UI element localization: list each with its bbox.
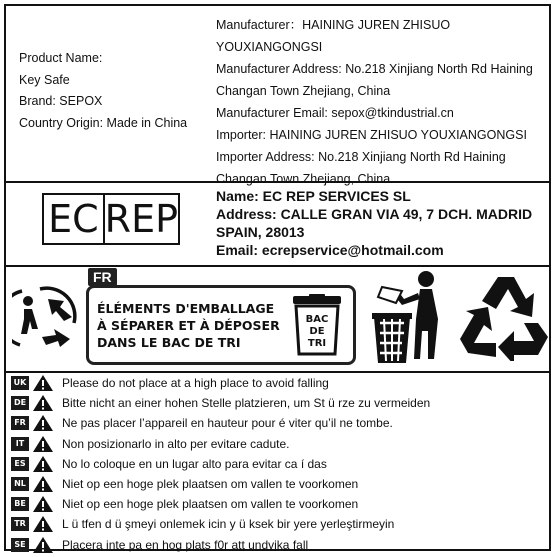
triman-line-2: À SÉPARER ET À DÉPOSER <box>97 318 280 333</box>
warning-icon <box>33 375 53 391</box>
language-code: DE <box>11 396 29 410</box>
manufacturer-info <box>216 14 551 190</box>
warning-text: Ne pas placer l’appareil en hauteur pour é viter qu’il ne tombe. <box>62 416 393 431</box>
tri-label: TRI <box>307 338 327 349</box>
importer-address-cont: Changan Town Zhejiang, China <box>216 172 391 186</box>
importer-address: Importer Address: No.218 Xinjiang North Rd Haining <box>216 150 506 164</box>
warning-text: Please do not place at a high place to avoid falling <box>62 376 329 391</box>
warning-text: Niet op een hoge plek plaatsen om vallen te voorkomen <box>62 477 359 492</box>
warning-row <box>6 393 549 413</box>
triman-line-1: ÉLÉMENTS D'EMBALLAGE <box>97 301 275 316</box>
ec-rep-email: Email: ecrepservice@hotmail.com <box>216 242 444 258</box>
manufacturer-address: Manufacturer Address: No.218 Xinjiang North Rd Haining <box>216 62 533 76</box>
sorting-bin-icon <box>289 294 345 356</box>
de-label: DE <box>309 326 325 337</box>
warning-icon <box>33 415 53 431</box>
warning-row <box>6 494 549 514</box>
triman-info-box <box>86 285 356 365</box>
ec-rep-address: Address: CALLE GRAN VIA 49, 7 DCH. MADRID <box>216 206 533 222</box>
product-info <box>19 48 209 134</box>
warning-icon <box>33 537 53 553</box>
language-code: UK <box>11 376 29 390</box>
warning-text: No lo coloque en un lugar alto para evitar ca í das <box>62 456 327 471</box>
warning-row <box>6 535 549 555</box>
ec-rep-address-cont: SPAIN, 28013 <box>216 224 305 240</box>
ec-rep-logo-right: REP <box>104 197 178 241</box>
language-code: IT <box>11 437 29 451</box>
product-name-label: Product Name: <box>19 51 103 65</box>
warning-row <box>6 454 549 474</box>
manufacturer-address-cont: Changan Town Zhejiang, China <box>216 84 391 98</box>
warning-text: Bitte nicht an einer hohen Stelle platzieren, um St ü rze zu vermeiden <box>62 396 431 411</box>
product-label <box>4 4 551 551</box>
ec-rep-logo-left: EC <box>48 197 99 241</box>
language-code: SE <box>11 538 29 552</box>
warning-row <box>6 373 549 393</box>
warning-text: L ü tfen d ü şmeyi onlemek icin y ü ksek bir yere yerleştirmeyin <box>62 517 395 532</box>
warning-icon <box>33 395 53 411</box>
triman-line-3: DANS LE BAC DE TRI <box>97 335 241 350</box>
warning-text: Placera inte pa en hog plats f0r att undvika fall <box>62 537 309 552</box>
warning-icon <box>33 436 53 452</box>
warnings-section <box>6 371 549 552</box>
importer-name: Importer: HAINING JUREN ZHISUO YOUXIANGONGSI <box>216 128 527 142</box>
language-code: TR <box>11 517 29 531</box>
language-code: NL <box>11 477 29 491</box>
language-code: ES <box>11 457 29 471</box>
warning-row <box>6 413 549 433</box>
ec-rep-name: Name: EC REP SERVICES SL <box>216 188 411 204</box>
warning-row <box>6 514 549 534</box>
warning-text: Niet op een hoge plek plaatsen om vallen te voorkomen <box>62 497 359 512</box>
ec-rep-logo <box>42 193 180 245</box>
triman-text <box>97 300 280 351</box>
bac-label: BAC <box>305 314 329 325</box>
ec-rep-section <box>6 181 549 267</box>
country-origin: Country Origin: Made in China <box>19 115 188 130</box>
recycling-section <box>6 265 549 373</box>
warning-row <box>6 434 549 454</box>
warning-icon <box>33 476 53 492</box>
info-section <box>6 6 549 186</box>
manufacturer-email: Manufacturer Email: sepox@tkindustrial.cn <box>216 106 454 120</box>
triman-icon <box>12 279 82 351</box>
brand: Brand: SEPOX <box>19 94 103 108</box>
warning-icon <box>33 496 53 512</box>
recycle-icon <box>458 273 550 361</box>
warning-icon <box>33 456 53 472</box>
manufacturer-name: Manufacturer：HAINING JUREN ZHISUO YOUXIANGONGSI <box>216 18 451 54</box>
warning-row <box>6 474 549 494</box>
warning-text: Non posizionarlo in alto per evitare cadute. <box>62 436 290 451</box>
product-name: Key Safe <box>19 72 70 87</box>
fr-tag: FR <box>88 268 117 286</box>
tidyman-icon <box>368 269 448 367</box>
warning-icon <box>33 516 53 532</box>
language-code: BE <box>11 497 29 511</box>
ec-rep-info <box>216 187 551 259</box>
language-code: FR <box>11 416 29 430</box>
warning-list <box>6 373 549 555</box>
